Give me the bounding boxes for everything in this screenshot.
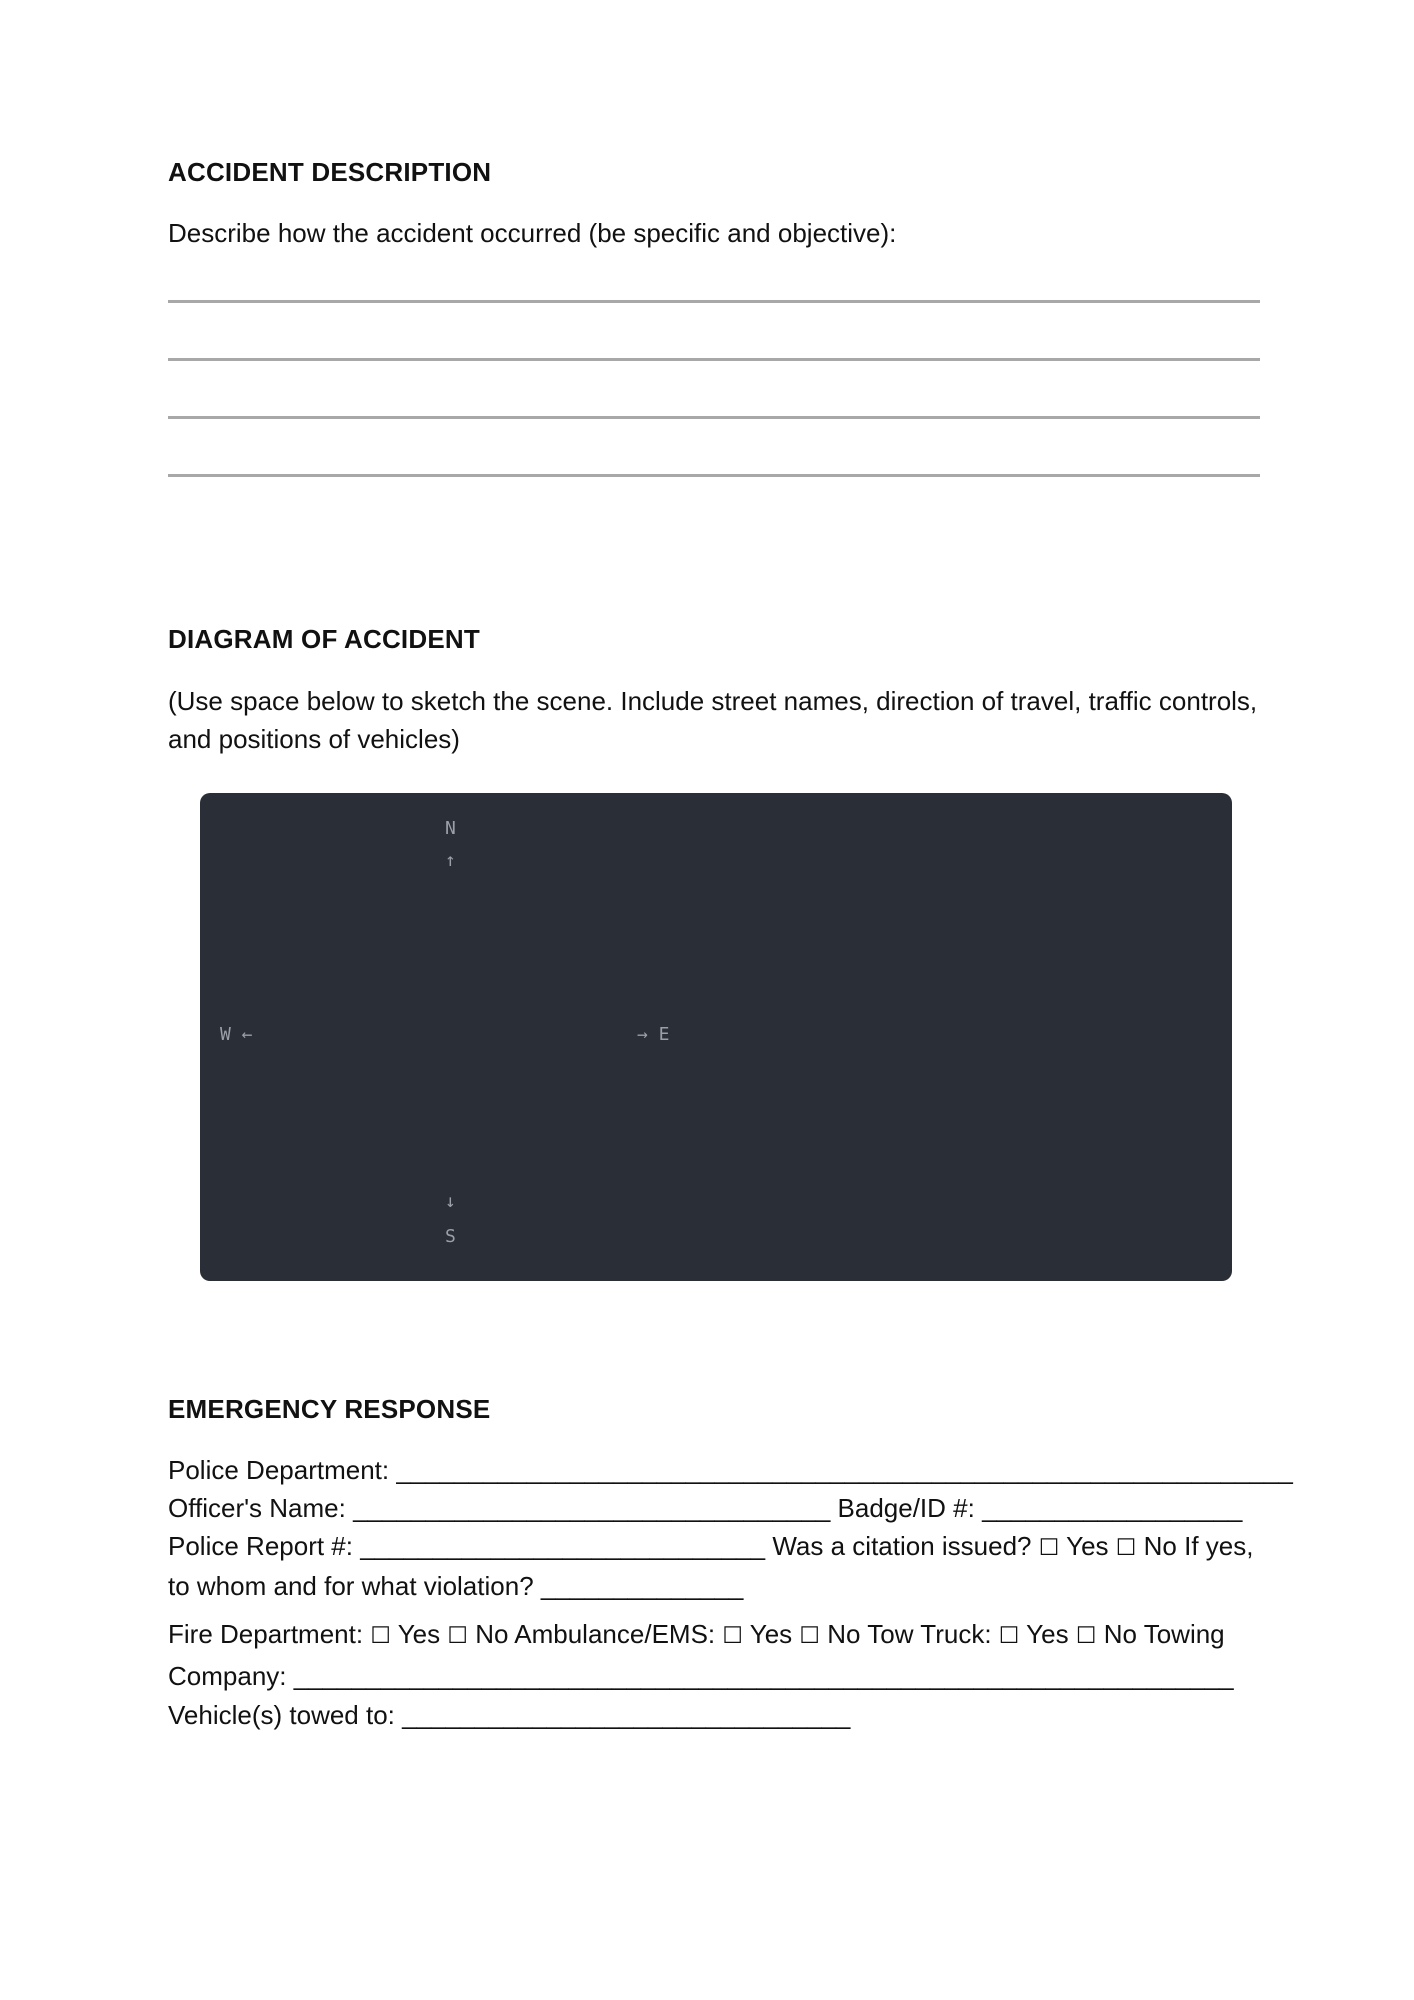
police-report-row [168, 1527, 1260, 1567]
citation-question: Was a citation issued? [772, 1531, 1032, 1561]
towed-to-row [168, 1696, 1260, 1734]
citation-yes-checkbox[interactable]: ☐ [1038, 1535, 1060, 1561]
fire-yes-label: Yes [397, 1619, 441, 1649]
services-fields [168, 1614, 1260, 1734]
police-report-label: Police Report #: [168, 1531, 353, 1561]
tow-yes-checkbox[interactable]: ☐ [998, 1623, 1020, 1649]
violation-row [168, 1567, 1260, 1605]
citation-no-checkbox[interactable]: ☐ [1115, 1535, 1137, 1561]
emergency-response-heading: EMERGENCY RESPONSE [168, 1394, 491, 1424]
towing-label: Towing [1143, 1619, 1225, 1649]
officer-name-field[interactable]: _________________________________ [353, 1493, 831, 1523]
ambulance-no-label: No [827, 1619, 861, 1649]
police-department-row [168, 1451, 1293, 1489]
fire-yes-checkbox[interactable]: ☐ [370, 1623, 391, 1649]
tow-truck-label: Tow Truck: [867, 1619, 992, 1649]
police-department-label: Police Department: [168, 1455, 390, 1485]
ambulance-no-checkbox[interactable]: ☐ [799, 1623, 821, 1649]
diagram-sketch-area[interactable] [200, 793, 1232, 1281]
badge-id-field[interactable]: __________________ [982, 1493, 1243, 1523]
violation-question: to whom and for what violation? [168, 1571, 534, 1601]
diagram-instructions: (Use space below to sketch the scene. Include street names, direction of travel, traffic controls, and positions of vehicles) [168, 686, 1258, 754]
south-arrow-icon: ↓ [445, 1191, 456, 1212]
towing-company-row [168, 1656, 1260, 1696]
compass-south-letter: S [445, 1226, 456, 1247]
towing-company-label: Company: [168, 1661, 287, 1691]
police-department-field[interactable]: ______________________________________________________________ [396, 1455, 1293, 1485]
ambulance-yes-checkbox[interactable]: ☐ [722, 1623, 743, 1649]
compass-east: → E [637, 1024, 670, 1045]
towed-to-label: Vehicle(s) towed to: [168, 1700, 395, 1730]
accident-description-heading: ACCIDENT DESCRIPTION [168, 157, 492, 187]
fire-no-label: No [475, 1619, 509, 1649]
ambulance-yes-label: Yes [749, 1619, 793, 1649]
north-arrow-icon: ↑ [445, 850, 456, 871]
compass-west: W ← [220, 1024, 253, 1045]
description-line-3[interactable] [168, 416, 1260, 419]
diagram-heading: DIAGRAM OF ACCIDENT [168, 624, 480, 654]
description-line-2[interactable] [168, 358, 1260, 361]
badge-id-label: Badge/ID #: [837, 1493, 975, 1523]
citation-no-label: No [1143, 1531, 1177, 1561]
services-row [168, 1614, 1260, 1656]
towed-to-field[interactable]: _______________________________ [402, 1700, 851, 1730]
tow-no-checkbox[interactable]: ☐ [1075, 1623, 1097, 1649]
towing-company-field[interactable]: _________________________________________________________________ [293, 1661, 1234, 1691]
tow-yes-label: Yes [1026, 1619, 1069, 1649]
compass-north-letter: N [445, 818, 456, 839]
ambulance-label: Ambulance/EMS: [514, 1619, 716, 1649]
fire-department-label: Fire Department: [168, 1619, 364, 1649]
tow-no-label: No [1103, 1619, 1137, 1649]
description-line-1[interactable] [168, 300, 1260, 303]
officer-row [168, 1489, 1260, 1527]
emergency-response-fields [168, 1451, 1293, 1605]
violation-field[interactable]: ______________ [540, 1571, 744, 1601]
description-prompt: Describe how the accident occurred (be specific and objective): [168, 218, 897, 248]
fire-no-checkbox[interactable]: ☐ [447, 1623, 468, 1649]
police-report-field[interactable]: ____________________________ [360, 1531, 766, 1561]
if-yes-label: If yes, [1184, 1531, 1254, 1561]
description-line-4[interactable] [168, 474, 1260, 477]
citation-yes-label: Yes [1066, 1531, 1109, 1561]
officer-name-label: Officer's Name: [168, 1493, 346, 1523]
